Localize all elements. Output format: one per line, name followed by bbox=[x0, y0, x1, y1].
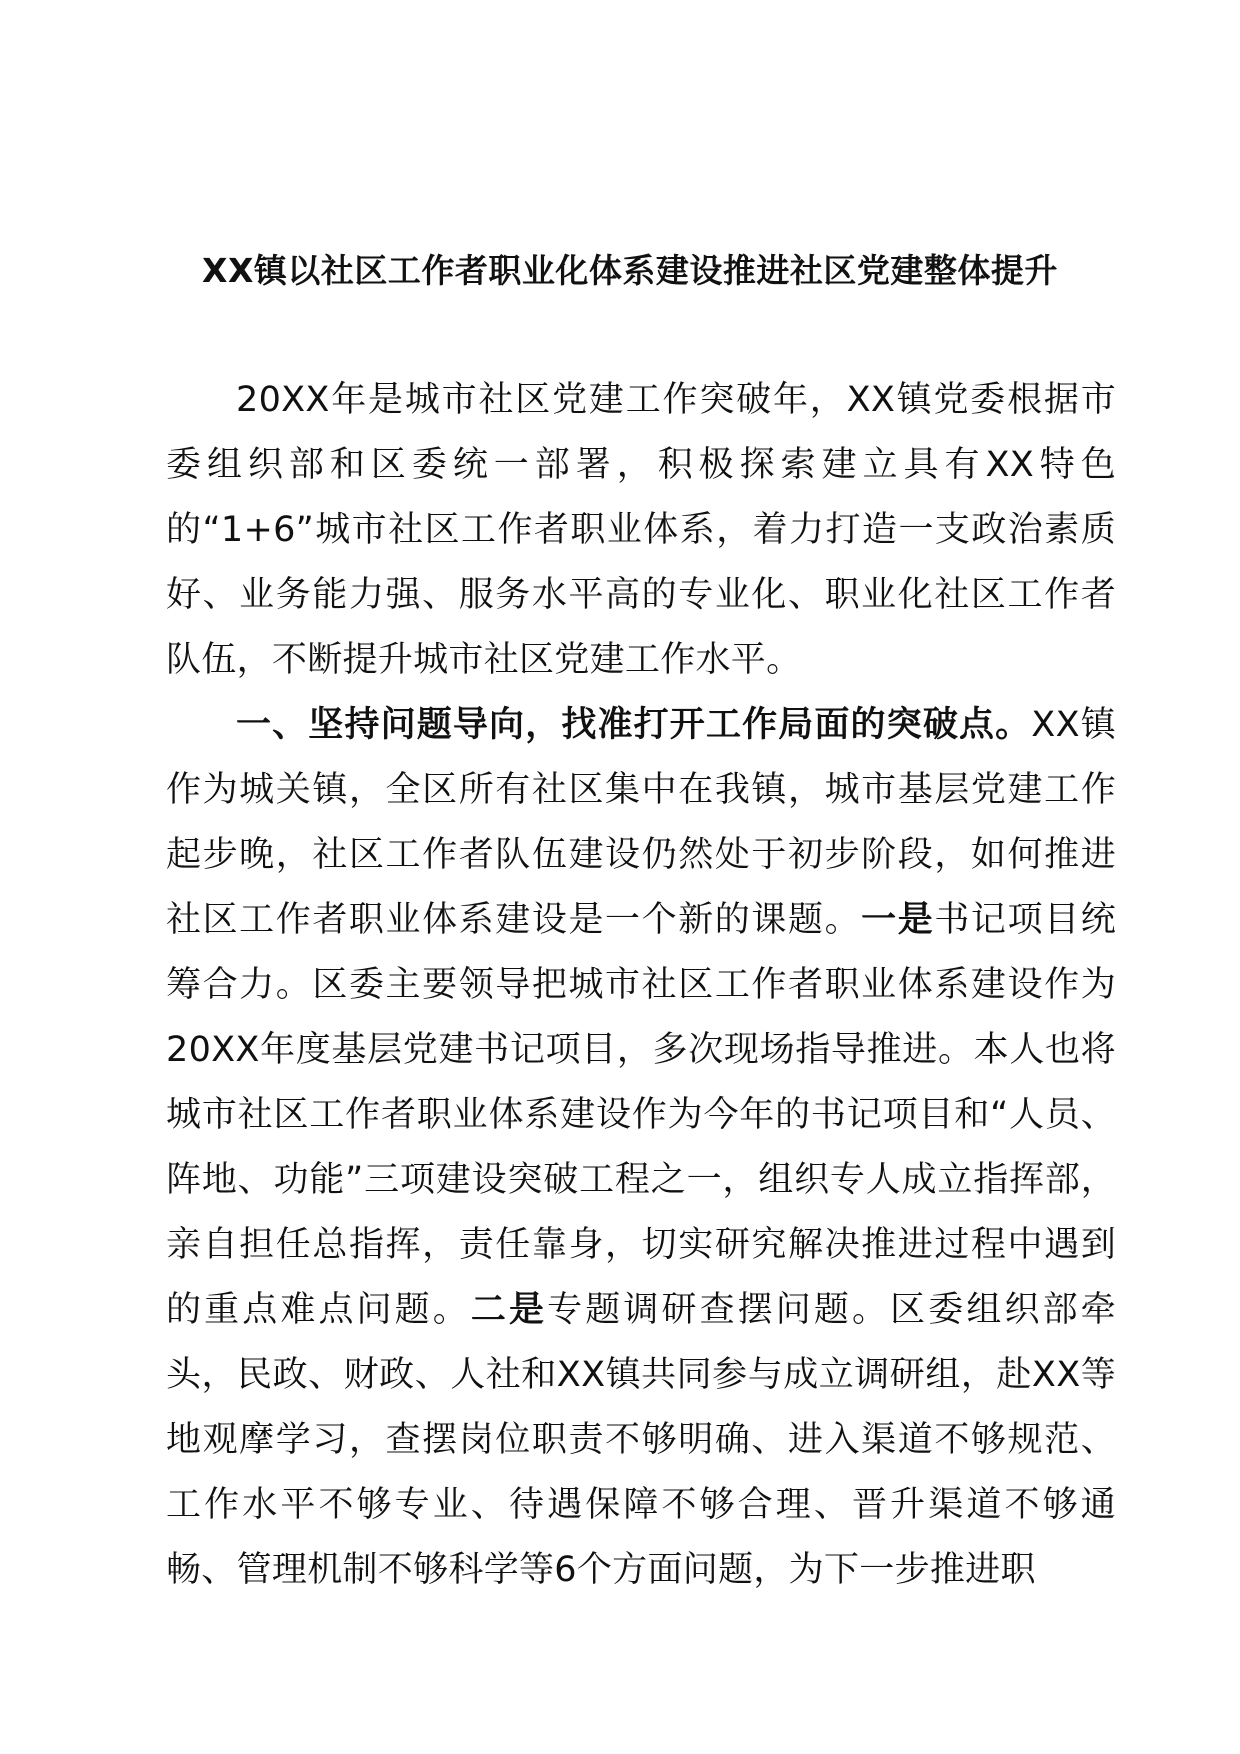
section-1-paragraph bbox=[166, 693, 1116, 1603]
section-1-heading: 一、坚持问题导向，找准打开工作局面的突破点。 bbox=[236, 705, 1032, 745]
document-title: XX镇以社区工作者职业化体系建设推进社区党建整体提升 bbox=[202, 251, 1058, 290]
document-body bbox=[166, 368, 1116, 1603]
section-1-text-c: 专题调研查摆问题。区委组织部牵头，民政、财政、人社和XX镇共同参与成立调研组，赴XX等地观摩学习，查摆岗位职责不够明确、进入渠道不够规范、工作水平不够专业、待遇保障不够合理、晋升渠道不够通畅、管理机制不够科学等6个方面问题，为下一步推进职 bbox=[166, 1290, 1116, 1590]
intro-paragraph-text: 20XX年是城市社区党建工作突破年，XX镇党委根据市委组织部和区委统一部署，积极探索建立具有XX特色的“1+6”城市社区工作者职业体系，着力打造一支政治素质好、业务能力强、服务水平高的专业化、职业化社区工作者队伍，不断提升城市社区党建工作水平。 bbox=[166, 380, 1116, 680]
point-2-label: 二是 bbox=[470, 1290, 548, 1330]
section-1-text-a: XX镇作为城关镇，全区所有社区集中在我镇，城市基层党建工作起步晚，社区工作者队伍建设仍然处于初步阶段，如何推进社区工作者职业体系建设是一个新的课题。 bbox=[166, 705, 1117, 940]
point-1-label: 一是 bbox=[861, 900, 935, 940]
intro-paragraph bbox=[166, 368, 1116, 693]
section-1-text-b: 书记项目统筹合力。区委主要领导把城市社区工作者职业体系建设作为20XX年度基层党建书记项目，多次现场指导推进。本人也将城市社区工作者职业体系建设作为今年的书记项目和“人员、阵地、功能”三项建设突破工程之一，组织专人成立指挥部，亲自担任总指挥，责任靠身，切实研究解决推进过程中遇到的重点难点问题。 bbox=[166, 900, 1116, 1330]
